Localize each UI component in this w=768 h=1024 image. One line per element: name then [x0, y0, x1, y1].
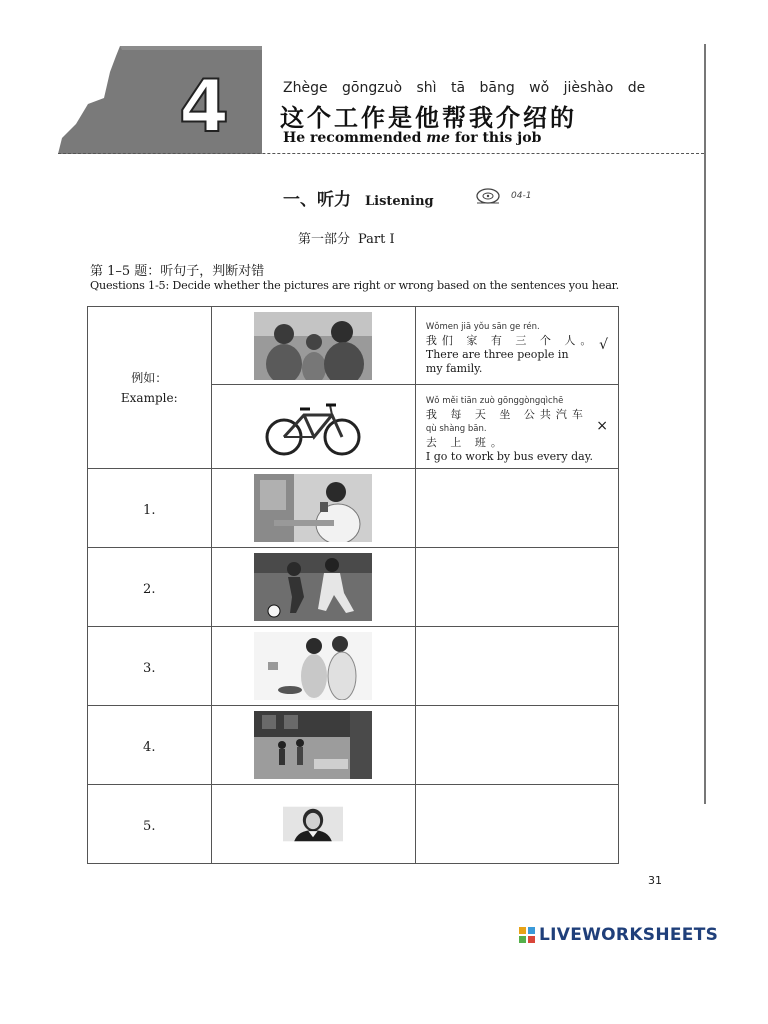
instructions-english: Questions 1-5: Decide whether the pictures are right or wrong based on the sentences you hear. [90, 279, 619, 292]
question-row-2 [88, 548, 619, 627]
example-2-chinese-line2: 去 上 班。 [425, 435, 507, 449]
bicycle [254, 393, 372, 461]
question-picture-cell [211, 627, 415, 706]
question-number-cell [88, 785, 212, 864]
section-title-en: Listening [365, 194, 434, 209]
check-mark: √ [599, 336, 608, 353]
example-sentence-cell-2 [415, 385, 618, 469]
brand-logo[interactable] [519, 924, 718, 945]
question-number-cell [88, 627, 212, 706]
example-picture-cell-1 [211, 307, 415, 385]
example-1-english-line2: my family. [425, 361, 483, 375]
question-number: 3. [143, 660, 156, 676]
smiling-businesswoman [283, 788, 343, 860]
liveworksheets-logo-icon [519, 927, 535, 943]
answer-cell[interactable] [415, 469, 618, 548]
question-row-5 [88, 785, 619, 864]
title-en-part1: He recommended [283, 130, 427, 146]
example-sentence-cell-1 [415, 307, 618, 385]
page-number: 31 [648, 874, 662, 887]
page-edge-rule [704, 44, 706, 804]
question-picture-cell [211, 548, 415, 627]
question-number-cell [88, 548, 212, 627]
example-label-en: Example: [120, 390, 178, 405]
men-playing-football [254, 553, 372, 621]
lesson-title-pinyin: Zhège gōngzuò shì tā bāng wǒ jièshào de [283, 80, 646, 96]
question-picture-cell [211, 469, 415, 548]
answer-cell[interactable] [415, 548, 618, 627]
instructions-chinese: 第 1–5 题：听句子，判断对错 [90, 264, 265, 279]
family-photo [254, 312, 372, 380]
question-number: 2. [143, 581, 156, 597]
brand-name: LIVEWORKSHEETS [539, 924, 719, 945]
exercise-table [87, 306, 619, 864]
example-label-cn: 例如： [131, 370, 168, 385]
example-1-pinyin: Wǒmen jiā yǒu sān ge rén. [425, 321, 540, 332]
audio-track-number: 04-1 [511, 191, 532, 201]
cross-mark: × [596, 417, 608, 434]
answer-cell[interactable] [415, 785, 618, 864]
question-number: 4. [143, 739, 156, 755]
part-heading [298, 228, 395, 247]
example-label-cell [88, 307, 212, 469]
example-2-english: I go to work by bus every day. [425, 449, 593, 463]
answer-cell[interactable] [415, 706, 618, 785]
question-picture-cell [211, 785, 415, 864]
question-number: 5. [143, 818, 156, 834]
section-title-cn: 一、听力 [283, 190, 351, 210]
question-number-cell [88, 706, 212, 785]
couple-cooking [254, 632, 372, 700]
question-picture-cell [211, 706, 415, 785]
answer-cell[interactable] [415, 627, 618, 706]
title-en-italic: me [426, 130, 450, 146]
lesson-header-block [58, 46, 262, 154]
example-1-chinese: 我们 家 有 三 个 人。 [425, 333, 597, 347]
lesson-title-english [283, 130, 541, 146]
question-row-3 [88, 627, 619, 706]
question-row-1 [88, 469, 619, 548]
example-picture-cell-2 [211, 385, 415, 469]
market-street [254, 711, 372, 779]
question-number: 1. [143, 502, 156, 518]
part-title-cn: 第一部分 [298, 232, 351, 247]
section-heading [283, 185, 532, 210]
question-row-4 [88, 706, 619, 785]
example-2-pinyin-line1: Wǒ měi tiān zuò gōnggòngqìchē [425, 395, 564, 406]
title-en-part3: for this job [449, 130, 542, 146]
example-1-english-line1: There are three people in [425, 347, 569, 361]
part-title-en: Part Ⅰ [358, 232, 395, 247]
lesson-title-chinese: 这个工作是他帮我介绍的 [280, 104, 577, 132]
example-2-pinyin-line2: qù shàng bān. [425, 423, 487, 434]
example-row-1 [88, 307, 619, 385]
cd-icon[interactable] [475, 187, 501, 205]
woman-drinking-tea [254, 474, 372, 542]
header-divider [58, 153, 704, 154]
example-2-chinese-line1: 我 每 天 坐 公共汽车 [425, 407, 588, 421]
lesson-number: 4 [178, 64, 228, 148]
question-number-cell [88, 469, 212, 548]
